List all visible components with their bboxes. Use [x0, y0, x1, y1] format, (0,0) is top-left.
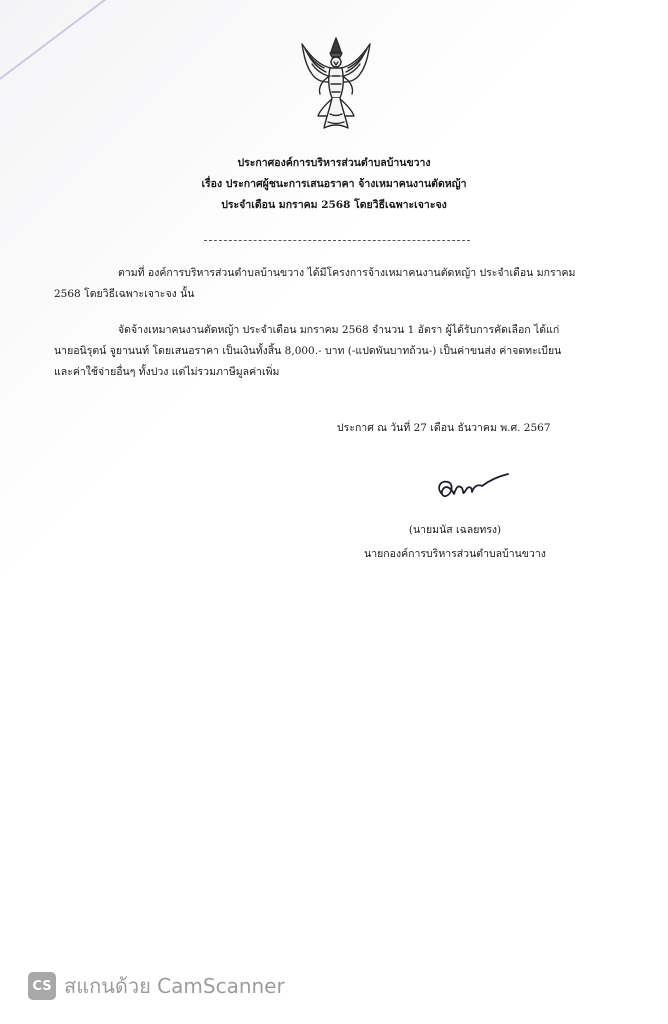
paragraph-2-line-3: และค่าใช้จ่ายอื่นๆ ทั้งปวง แต่ไม่รวมภาษีมูลค่าเพิ่ม	[54, 366, 280, 378]
header-divider	[204, 240, 470, 241]
signer-name: (นายมนัส เฉลยทรง)	[408, 524, 502, 536]
signer-block	[340, 518, 570, 566]
signer-title: นายกองค์การบริหารส่วนตำบลบ้านขวาง	[364, 548, 546, 560]
document-header	[0, 153, 668, 216]
paragraph-1	[54, 263, 628, 305]
paragraph-2-line-2: นายอนิรุตน์ จูยานนท์ โดยเสนอราคา เป็นเงินทั้งสิ้น 8,000.- บาท (-แปดพันบาทถ้วน-) เป็นค่าขนส่ง ค่าจดทะเบียน	[54, 345, 562, 357]
header-period: ประจำเดือน มกราคม 2568 โดยวิธีเฉพาะเจาะจง	[221, 199, 447, 211]
paragraph-1-line-1: ตามที่ องค์การบริหารส่วนตำบลบ้านขวาง ได้มีโครงการจ้างเหมาคนงานตัดหญ้า ประจำเดือน มกราคม	[118, 267, 576, 279]
announcement-date: ประกาศ ณ วันที่ 27 เดือน ธันวาคม พ.ศ. 2567	[337, 422, 551, 434]
header-subject: เรื่อง ประกาศผู้ชนะการเสนอราคา จ้างเหมาคนงานตัดหญ้า	[201, 178, 467, 190]
paragraph-2	[54, 320, 628, 383]
camscanner-text: สแกนด้วย CamScanner	[64, 974, 285, 998]
paragraph-1-line-2: 2568 โดยวิธีเฉพาะเจาะจง นั้น	[54, 288, 195, 300]
header-title: ประกาศองค์การบริหารส่วนตำบลบ้านขวาง	[237, 157, 431, 169]
camscanner-watermark	[28, 971, 285, 1001]
paragraph-2-line-1: จัดจ้างเหมาคนงานตัดหญ้า ประจำเดือน มกราคม 2568 จำนวน 1 อัตรา ผู้ได้รับการคัดเลือก ได้แก่	[118, 324, 560, 336]
camscanner-logo-icon: CS	[28, 972, 56, 1000]
garuda-emblem-icon	[296, 36, 376, 132]
handwritten-signature	[432, 470, 512, 506]
